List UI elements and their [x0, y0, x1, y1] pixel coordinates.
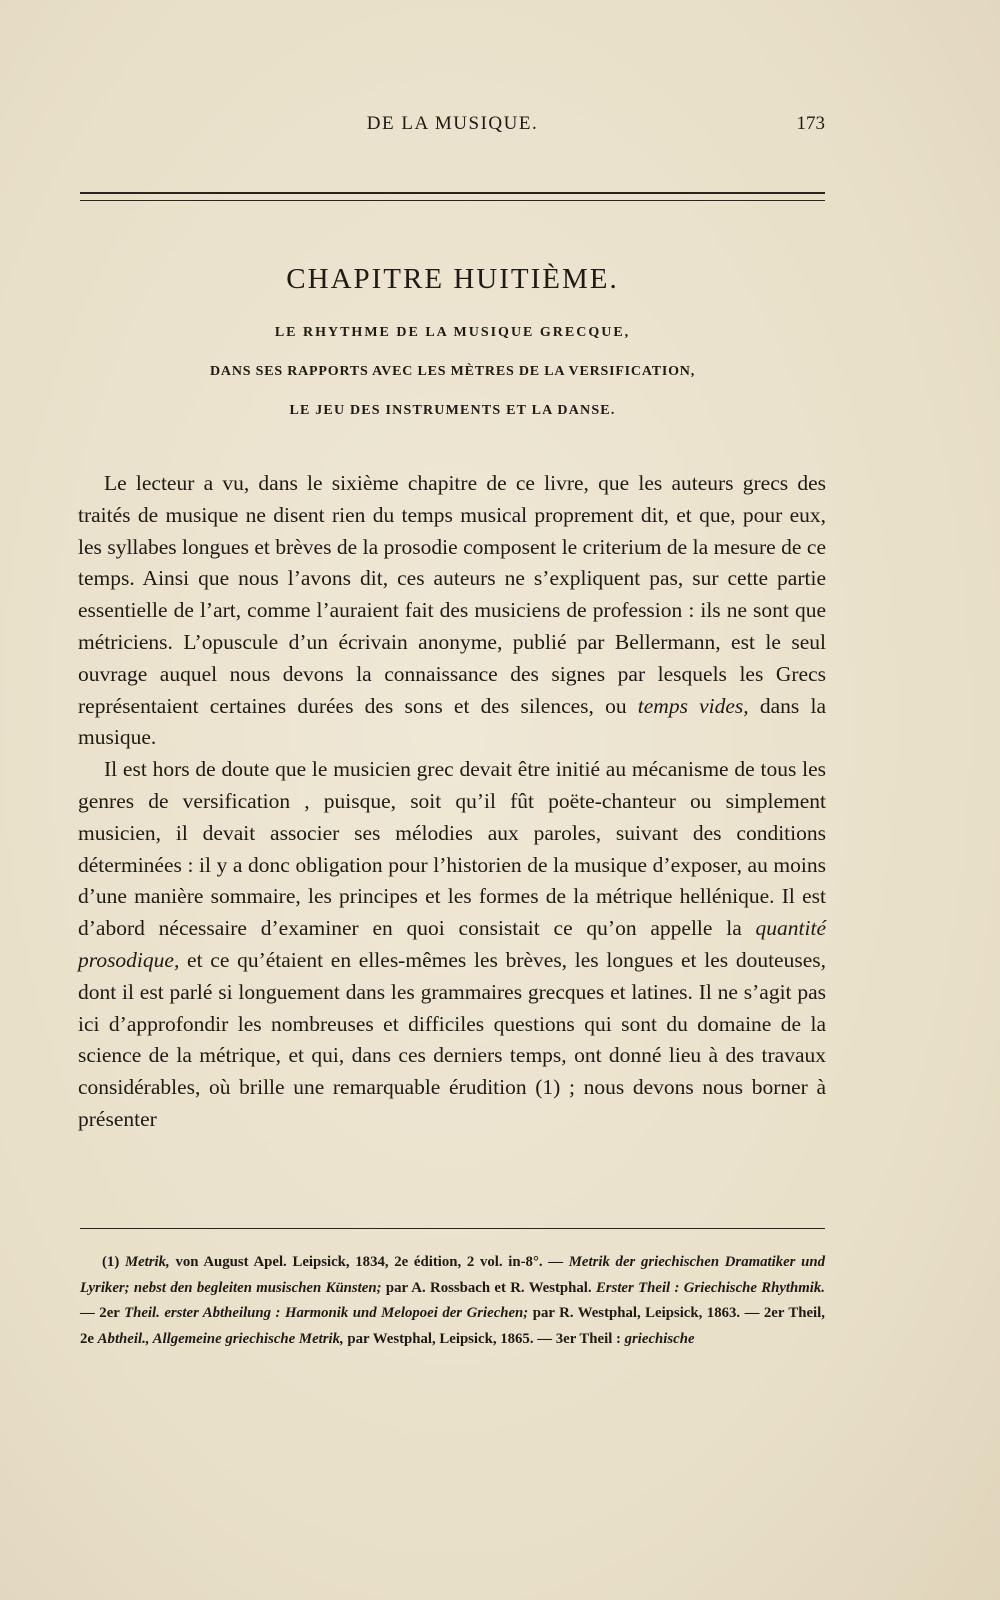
- text-segment: (1): [102, 1254, 125, 1270]
- italic-segment: Abtheil., Allgemeine griechische Metrik,: [97, 1330, 344, 1347]
- header-rule: [80, 192, 825, 201]
- footnote-rule: [80, 1228, 825, 1229]
- chapter-subtitle-line: DANS SES RAPPORTS AVEC LES MÈTRES DE LA VERSIFICATION,: [210, 364, 695, 379]
- italic-segment: Erster Theil : Griechische Rhythmik.: [595, 1279, 825, 1296]
- text-segment: dans la musique.: [78, 693, 826, 750]
- page-number: 173: [796, 113, 825, 134]
- body-text: [78, 468, 826, 1136]
- italic-segment: Metrik,: [124, 1254, 170, 1270]
- running-head: [80, 113, 825, 143]
- paragraph: [78, 468, 826, 754]
- text-segment: et ce qu’étaient en elles-mêmes les brèves, les longues et les douteuses, dont il est parlé si longuement dans les grammaires grecques et latines. Il ne s’agit pas ici d’approfondir les nombreuses et difficiles questions qui sont du domaine de la science de la métrique, et qui, dans ces derniers temps, ont donné lieu à des travaux considérables, où brille une remarquable érudition (1) ; nous devons nous borner à présenter: [78, 947, 826, 1131]
- paragraph: [78, 754, 826, 1136]
- text-segment: par A. Rossbach et R. Westphal.: [381, 1279, 596, 1296]
- italic-segment: Metrik der griechischen Dramatiker und Lyriker; nebst den begleiten musischen Künsten;: [80, 1254, 825, 1296]
- text-segment: von August Apel. Leipsick, 1834, 2e édition, 2 vol. in-8°. —: [169, 1254, 569, 1270]
- text-segment: — 2er: [80, 1305, 125, 1321]
- text-segment: par R. Westphal, Leipsick, 1863. — 2er Theil, 2e: [80, 1305, 825, 1347]
- chapter-subtitle-line: LE JEU DES INSTRUMENTS ET LA DANSE.: [289, 403, 616, 418]
- italic-segment: griechische: [624, 1330, 695, 1347]
- text-segment: par Westphal, Leipsick, 1865. — 3er Theil :: [343, 1330, 625, 1347]
- italic-segment: Theil. erster Abtheilung : Harmonik und Melopoei der Griechen;: [124, 1305, 529, 1321]
- running-title: DE LA MUSIQUE.: [366, 113, 539, 134]
- chapter-subtitle-line: LE RHYTHME DE LA MUSIQUE GRECQUE,: [274, 325, 631, 340]
- chapter-title: CHAPITRE HUITIÈME.: [286, 263, 619, 296]
- italic-segment: temps vides,: [637, 693, 749, 718]
- text-segment: Le lecteur a vu, dans le sixième chapitre de ce livre, que les auteurs grecs des traités de musique ne disent rien du temps musical proprement dit, et que, pour eux, les syllabes longues et brèves de la prosodie composent le criterium de la mesure de ce temps. Ainsi que nous l’avons dit, ces auteurs ne s’expliquent pas, sur cette partie essentielle de l’art, comme l’auraient fait des musiciens de profession : ils ne sont que métriciens. L’opuscule d’un écrivain anonyme, publié par Bellermann, est le seul ouvrage auquel nous devons la connaissance des signes par lesquels les Grecs représentaient certaines durées des sons et des silences, ou: [78, 471, 826, 718]
- italic-segment: quantité prosodique,: [78, 916, 826, 972]
- text-segment: Il est hors de doute que le musicien grec devait être initié au mécanisme de tous les genres de versification , puisque, soit qu’il fût poëte-chanteur ou simplement musicien, il devait associer ses mélodies aux paroles, suivant des conditions déterminées : il y a donc obligation pour l’historien de la musique d’exposer, au moins d’une manière sommaire, les principes et les formes de la métrique hellénique. Il est d’abord nécessaire d’examiner en quoi consistait ce qu’on appelle la: [78, 757, 826, 941]
- footnote: [80, 1250, 825, 1352]
